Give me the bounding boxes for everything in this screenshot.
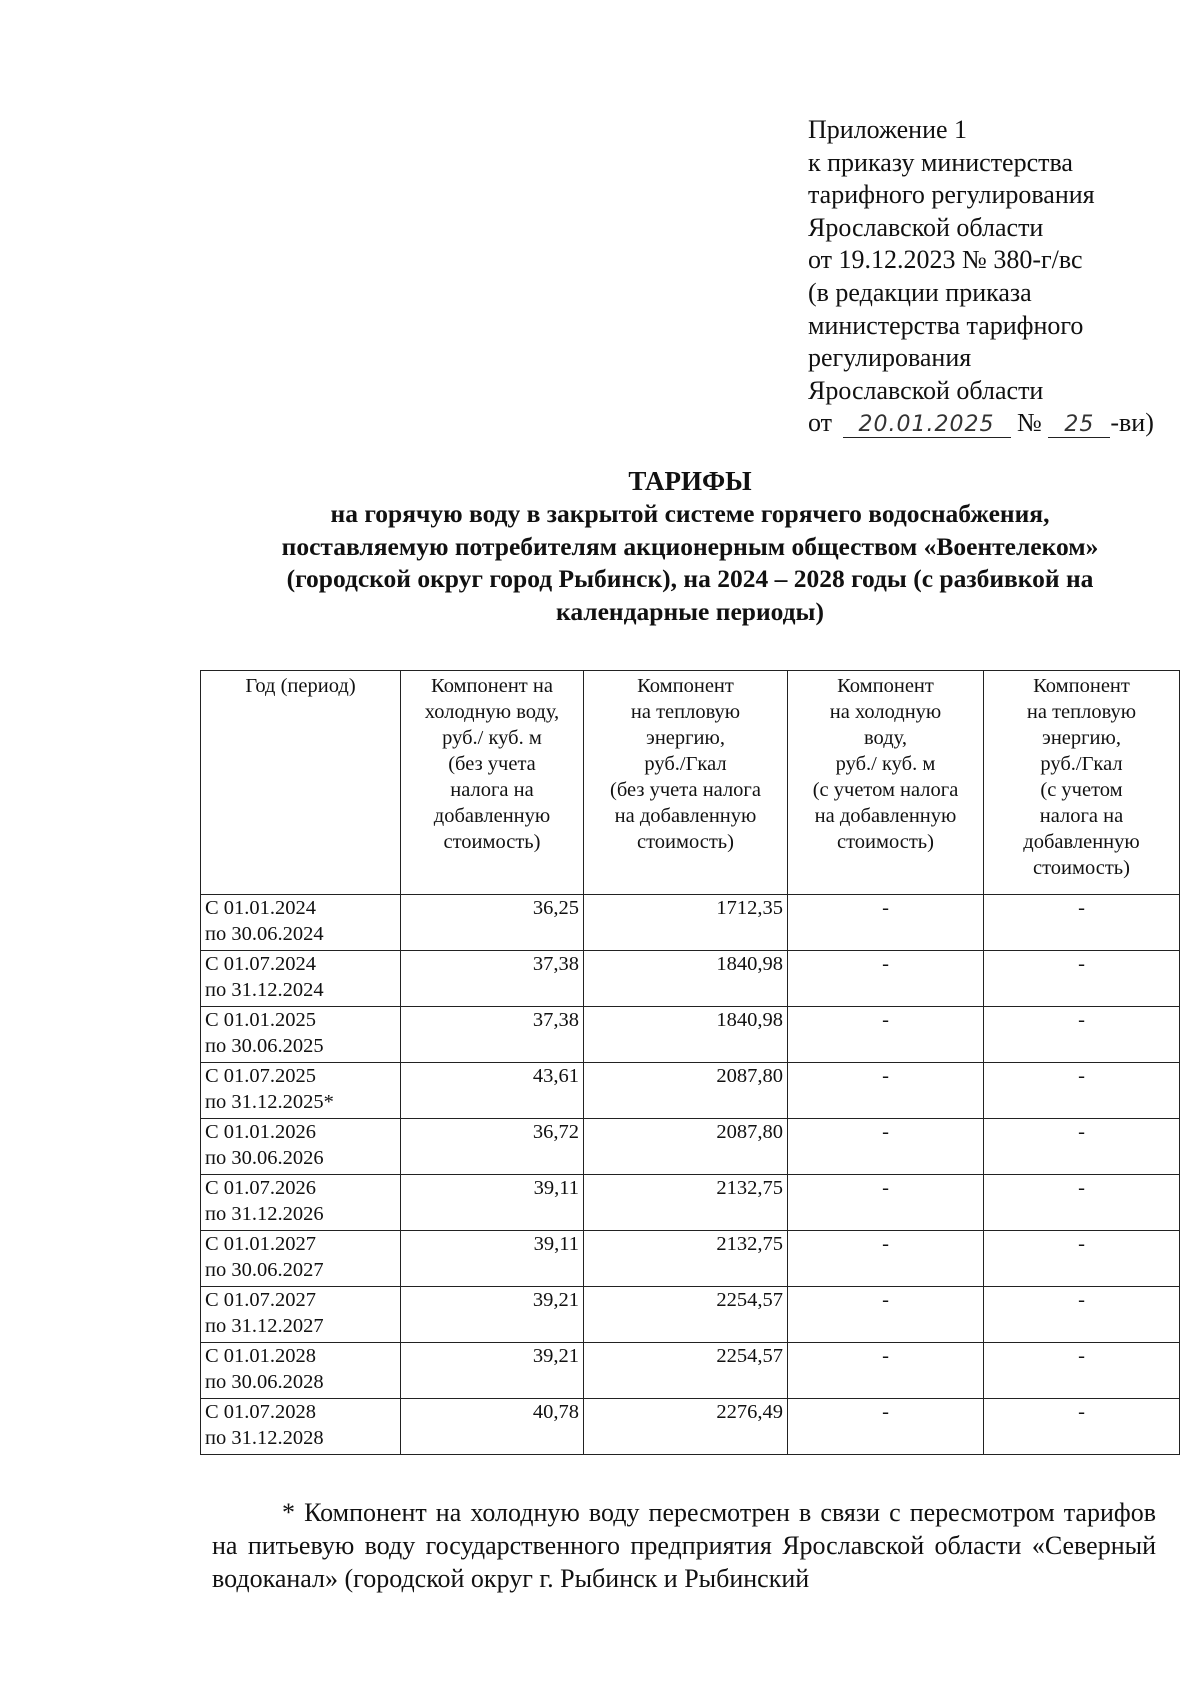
appendix-line: Приложение 1 [808,115,968,144]
period-from: С 01.01.2026 [205,1121,317,1143]
document-heading [170,464,1200,628]
heat-energy-cell: 1840,98 [584,951,788,1007]
heat-energy-cell: 2254,57 [584,1287,788,1343]
period-cell [201,1399,401,1455]
period-from: С 01.07.2025 [205,1065,317,1087]
heading-line: поставляемую потребителям акционерным обществом «Воентелеком» [281,531,1099,561]
header-line: стоимость) [443,831,541,853]
heading-line: на горячую воду в закрытой системе горячего водоснабжения, [330,499,1050,528]
header-cold-water [401,671,584,895]
cold-water-cell: 39,11 [401,1231,584,1287]
header-line: на тепловую [1026,701,1137,723]
heat-energy-vat-cell: - [984,1399,1180,1455]
appendix-line: Ярославской области [808,375,1044,405]
cold-water-vat-cell: - [788,1063,984,1119]
cold-water-cell: 37,38 [401,1007,584,1063]
header-line: (без учета налога [610,779,761,801]
heat-energy-cell: 1712,35 [584,895,788,951]
cold-water-vat-cell: - [788,1399,984,1455]
heat-energy-vat-cell: - [984,1231,1180,1287]
header-line: на холодную [829,701,942,723]
header-line: налога на [450,779,534,801]
appendix-amendment-line [808,407,1188,440]
cold-water-vat-cell: - [788,895,984,951]
heat-energy-vat-cell: - [984,1343,1180,1399]
handwritten-number: 25 [1048,413,1110,438]
header-line: добавленную [1023,831,1140,853]
header-line: руб./ куб. м [442,727,542,749]
header-line: стоимость) [1033,857,1130,879]
header-line: Компонент [1033,675,1130,697]
cold-water-vat-cell: - [788,1119,984,1175]
heat-energy-vat-cell: - [984,1119,1180,1175]
tariffs-table [200,670,1180,1455]
period-cell [201,1287,401,1343]
heat-energy-vat-cell: - [984,1287,1180,1343]
heat-energy-vat-cell: - [984,1063,1180,1119]
appendix-line: (в редакции приказа [808,277,1032,307]
period-to: по 30.06.2024 [205,923,324,945]
period-from: С 01.01.2028 [205,1345,317,1367]
period-to: по 31.12.2027 [205,1315,324,1337]
period-from: С 01.07.2026 [205,1177,317,1199]
cold-water-vat-cell: - [788,1175,984,1231]
cold-water-cell: 36,25 [401,895,584,951]
appendix-line: министерства тарифного [808,310,1084,340]
appendix-line: тарифного регулирования [808,180,1095,210]
amendment-prefix: от [808,408,833,438]
cold-water-cell: 39,11 [401,1175,584,1231]
period-cell [201,1063,401,1119]
period-cell [201,1119,401,1175]
period-from: С 01.07.2028 [205,1401,317,1423]
heat-energy-cell: 2276,49 [584,1399,788,1455]
period-from: С 01.07.2027 [205,1289,317,1311]
table-row [201,1287,1180,1343]
period-to: по 31.12.2026 [205,1203,324,1225]
cold-water-cell: 37,38 [401,951,584,1007]
number-sign: № [1017,408,1042,438]
period-cell [201,1007,401,1063]
period-from: С 01.07.2024 [205,953,317,975]
cold-water-cell: 40,78 [401,1399,584,1455]
heat-energy-cell: 2087,80 [584,1119,788,1175]
heading-line: (городской округ город Рыбинск), на 2024 – 2028 годы (с разбивкой на [286,564,1094,593]
period-cell [201,1231,401,1287]
appendix-line: к приказу министерства [808,147,1073,177]
header-line: Компонент на [431,675,553,697]
header-line: Год (период) [245,675,356,697]
heat-energy-vat-cell: - [984,895,1180,951]
header-line: стоимость) [637,831,734,853]
header-line: (с учетом налога [812,779,959,801]
header-line: энергию, [1042,727,1121,749]
table-row [201,895,1180,951]
table-row [201,1063,1180,1119]
cold-water-vat-cell: - [788,1007,984,1063]
cold-water-vat-cell: - [788,1343,984,1399]
header-line: на добавленную [614,805,757,827]
header-line: налога на [1039,805,1124,827]
heat-energy-cell: 1840,98 [584,1007,788,1063]
header-cold-water-vat [788,671,984,895]
header-line: энергию, [646,727,725,749]
table-row [201,1119,1180,1175]
header-line: на тепловую [630,701,741,723]
header-line: руб./Гкал [644,753,727,775]
period-from: С 01.01.2025 [205,1009,317,1031]
document-title: ТАРИФЫ [628,466,752,496]
period-from: С 01.01.2024 [205,897,317,919]
cold-water-vat-cell: - [788,1287,984,1343]
header-heat-energy [584,671,788,895]
table-body [201,895,1180,1455]
heat-energy-cell: 2254,57 [584,1343,788,1399]
header-line: Компонент [637,675,734,697]
amendment-suffix: -ви) [1110,408,1154,438]
period-cell [201,951,401,1007]
header-line: (без учета [448,753,536,775]
appendix-line: регулирования [808,343,972,373]
cold-water-vat-cell: - [788,951,984,1007]
heat-energy-vat-cell: - [984,951,1180,1007]
table-row [201,1399,1180,1455]
period-cell [201,1343,401,1399]
cold-water-cell: 39,21 [401,1343,584,1399]
appendix-block [808,114,1188,440]
period-from: С 01.01.2027 [205,1233,317,1255]
handwritten-date: 20.01.2025 [843,413,1011,438]
table-row [201,1231,1180,1287]
header-line: Компонент [837,675,934,697]
period-to: по 31.12.2024 [205,979,324,1001]
appendix-line: от 19.12.2023 № 380-г/вс [808,245,1083,275]
table-row [201,1175,1180,1231]
period-to: по 30.06.2027 [205,1259,324,1281]
heat-energy-cell: 2132,75 [584,1175,788,1231]
period-cell [201,1175,401,1231]
header-line: руб./ куб. м [835,753,936,775]
heat-energy-cell: 2087,80 [584,1063,788,1119]
period-to: по 30.06.2026 [205,1147,324,1169]
period-cell [201,895,401,951]
header-line: воду, [864,727,907,749]
footnote [212,1496,1156,1595]
table-header-row [201,671,1180,895]
header-line: (с учетом [1040,779,1123,801]
header-line: добавленную [433,805,551,827]
cold-water-cell: 39,21 [401,1287,584,1343]
heat-energy-vat-cell: - [984,1007,1180,1063]
period-to: по 31.12.2028 [205,1427,324,1449]
header-period [201,671,401,895]
header-line: на добавленную [814,805,957,827]
period-to: по 30.06.2025 [205,1035,324,1057]
cold-water-cell: 36,72 [401,1119,584,1175]
header-line: стоимость) [837,831,934,853]
header-line: руб./Гкал [1040,753,1123,775]
period-to: по 31.12.2025* [205,1091,334,1113]
table-row [201,1007,1180,1063]
cold-water-cell: 43,61 [401,1063,584,1119]
period-to: по 30.06.2028 [205,1371,324,1393]
table-row [201,1343,1180,1399]
heat-energy-vat-cell: - [984,1175,1180,1231]
header-line: холодную воду, [424,701,560,723]
table-row [201,951,1180,1007]
footnote-text: * Компонент на холодную воду пересмотрен в связи с пересмотром тарифов на питьевую воду государственного предприятия Ярославской области «Северный водоканал» (городской округ г. Рыбинск и Рыбинский [212,1498,1156,1593]
header-heat-energy-vat [984,671,1180,895]
heading-line: календарные периоды) [556,596,824,626]
heat-energy-cell: 2132,75 [584,1231,788,1287]
cold-water-vat-cell: - [788,1231,984,1287]
appendix-line: Ярославской области [808,212,1044,242]
